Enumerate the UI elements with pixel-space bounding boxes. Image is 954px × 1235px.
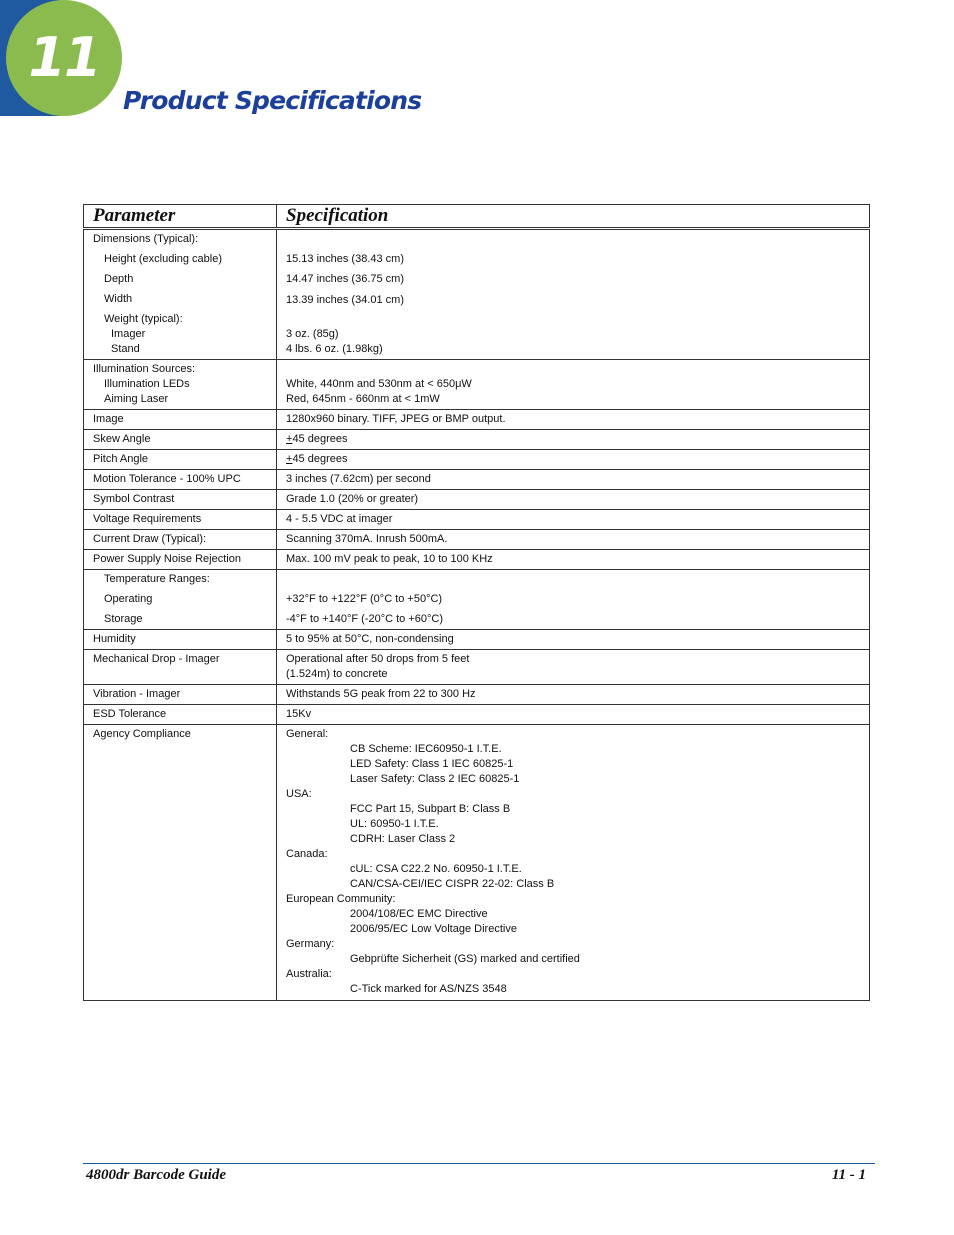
row-param: Vibration - Imager (84, 685, 277, 705)
row-param: Power Supply Noise Rejection (84, 550, 277, 570)
operating-value: +32°F to +122°F (0°C to +50°C) (286, 593, 443, 605)
table-row (84, 470, 870, 490)
row-spec: 45 degrees (292, 433, 348, 445)
agency-item: C-Tick marked for AS/NZS 3548 (350, 983, 507, 995)
row-spec: 5 to 95% at 50°C, non-condensing (277, 630, 870, 650)
agency-item: UL: 60950-1 I.T.E. (350, 818, 439, 830)
agency-item: Gebprüfte Sicherheit (GS) marked and certified (350, 953, 580, 965)
row-spec: Max. 100 mV peak to peak, 10 to 100 KHz (277, 550, 870, 570)
table-row-humidity (84, 630, 870, 650)
header-specification: Specification (277, 205, 870, 229)
agency-item: CDRH: Laser Class 2 (350, 833, 456, 845)
row-spec: Grade 1.0 (20% or greater) (277, 490, 870, 510)
table-row-dimensions (84, 229, 870, 360)
table-row-agency (84, 725, 870, 1001)
row-param: Humidity (84, 630, 277, 650)
row-param: Motion Tolerance - 100% UPC (84, 470, 277, 490)
row-param: Mechanical Drop - Imager (84, 650, 277, 685)
row-param: Symbol Contrast (84, 490, 277, 510)
dimensions-label: Dimensions (Typical): (93, 233, 199, 245)
table-row (84, 550, 870, 570)
agency-item: CAN/CSA-CEI/IEC CISPR 22-02: Class B (350, 878, 555, 890)
laser-label: Aiming Laser (104, 393, 169, 405)
row-spec: 15Kv (277, 705, 870, 725)
table-row-vibration (84, 685, 870, 705)
storage-label: Storage (104, 613, 143, 625)
agency-usa-label: USA: (286, 788, 312, 800)
row-param: Voltage Requirements (84, 510, 277, 530)
depth-label: Depth (104, 273, 134, 285)
width-label: Width (104, 293, 133, 305)
table-row (84, 510, 870, 530)
stand-label: Stand (111, 343, 140, 355)
row-spec: Scanning 370mA. Inrush 500mA. (277, 530, 870, 550)
agency-item: CB Scheme: IEC60950-1 I.T.E. (350, 743, 502, 755)
table-row-drop (84, 650, 870, 685)
weight-label: Weight (typical): (104, 313, 183, 325)
row-param: Current Draw (Typical): (84, 530, 277, 550)
agency-param: Agency Compliance (84, 725, 277, 1001)
row-spec: 1280x960 binary. TIFF, JPEG or BMP output. (277, 410, 870, 430)
imager-label: Imager (111, 328, 146, 340)
agency-item: FCC Part 15, Subpart B: Class B (350, 803, 511, 815)
row-param: Pitch Angle (84, 450, 277, 470)
imager-value: 3 oz. (85g) (286, 328, 339, 340)
table-row-illumination (84, 360, 870, 410)
table-row (84, 430, 870, 450)
drop-spec-line1: Operational after 50 drops from 5 feet (286, 653, 470, 665)
agency-canada-label: Canada: (286, 848, 328, 860)
table-row (84, 410, 870, 430)
illumination-label: Illumination Sources: (93, 363, 196, 375)
header-parameter: Parameter (84, 205, 277, 229)
table-row-temperature (84, 570, 870, 630)
chapter-title: Product Specifications (123, 86, 422, 115)
depth-value: 14.47 inches (36.75 cm) (286, 273, 405, 285)
agency-item: Laser Safety: Class 2 IEC 60825-1 (350, 773, 520, 785)
agency-australia-label: Australia: (286, 968, 332, 980)
row-spec: Withstands 5G peak from 22 to 300 Hz (277, 685, 870, 705)
row-param: Skew Angle (84, 430, 277, 450)
agency-general-label: General: (286, 728, 329, 740)
agency-item: 2004/108/EC EMC Directive (350, 908, 488, 920)
row-param: ESD Tolerance (84, 705, 277, 725)
leds-value: White, 440nm and 530nm at < 650μW (286, 378, 472, 390)
stand-value: 4 lbs. 6 oz. (1.98kg) (286, 343, 383, 355)
row-spec: 3 inches (7.62cm) per second (277, 470, 870, 490)
leds-label: Illumination LEDs (104, 378, 190, 390)
footer-rule (83, 1163, 875, 1164)
width-value: 13.39 inches (34.01 cm) (286, 294, 405, 306)
agency-item: cUL: CSA C22.2 No. 60950-1 I.T.E. (350, 863, 522, 875)
table-row (84, 490, 870, 510)
operating-label: Operating (104, 593, 153, 605)
table-row (84, 530, 870, 550)
laser-value: Red, 645nm - 660nm at < 1mW (286, 393, 440, 405)
agency-item: LED Safety: Class 1 IEC 60825-1 (350, 758, 514, 770)
table-row-esd (84, 705, 870, 725)
drop-spec-line2: (1.524m) to concrete (286, 668, 388, 680)
table-header-row (84, 205, 870, 229)
table-row (84, 450, 870, 470)
storage-value: -4°F to +140°F (-20°C to +60°C) (286, 613, 443, 625)
row-param: Image (84, 410, 277, 430)
spec-table (83, 204, 870, 1001)
plus-minus-sign: + (286, 453, 293, 465)
temperature-label: Temperature Ranges: (104, 573, 210, 585)
height-value: 15.13 inches (38.43 cm) (286, 253, 405, 265)
footer-page-number: 11 - 1 (831, 1167, 866, 1183)
agency-germany-label: Germany: (286, 938, 335, 950)
agency-item: 2006/95/EC Low Voltage Directive (350, 923, 517, 935)
chapter-number: 11 (28, 26, 100, 89)
plus-minus-sign: + (286, 433, 293, 445)
row-spec: 4 - 5.5 VDC at imager (277, 510, 870, 530)
footer-guide-title: 4800dr Barcode Guide (86, 1167, 226, 1183)
row-spec: 45 degrees (292, 453, 348, 465)
agency-europe-label: European Community: (286, 893, 396, 905)
height-label: Height (excluding cable) (104, 253, 223, 265)
